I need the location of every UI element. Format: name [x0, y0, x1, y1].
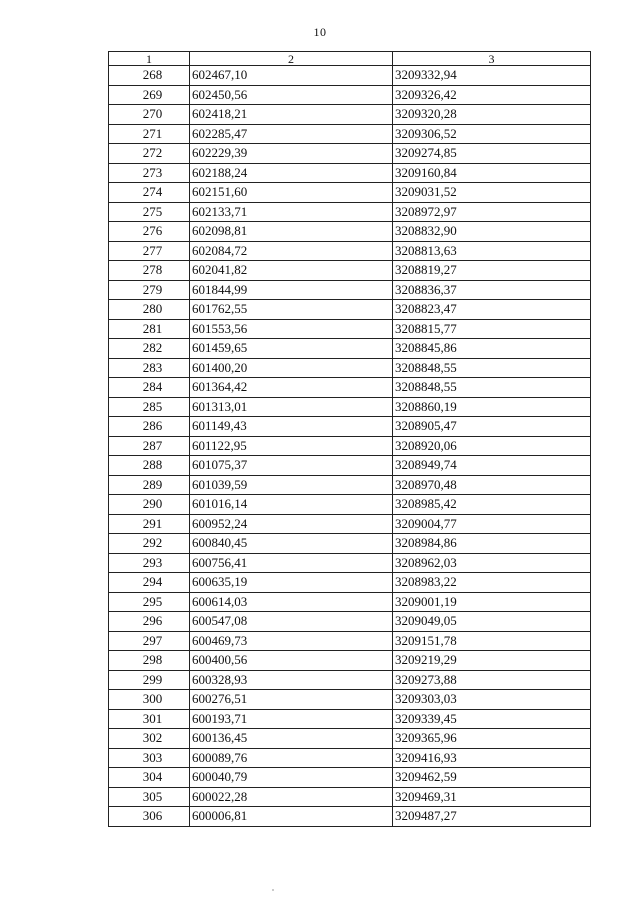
point-number-cell: 293: [109, 553, 190, 573]
y-coordinate-cell: 3209001,19: [393, 592, 591, 612]
table-row: [109, 768, 591, 788]
y-coordinate-cell: 3208813,63: [393, 241, 591, 261]
point-number-cell: 278: [109, 261, 190, 281]
table-row: [109, 124, 591, 144]
y-coordinate-cell: 3208985,42: [393, 495, 591, 515]
table-row: [109, 553, 591, 573]
x-coordinate-cell: 600469,73: [190, 631, 393, 651]
x-coordinate-cell: 601313,01: [190, 397, 393, 417]
point-number-cell: 271: [109, 124, 190, 144]
table-row: [109, 436, 591, 456]
x-coordinate-cell: 600635,19: [190, 573, 393, 593]
y-coordinate-cell: 3208819,27: [393, 261, 591, 281]
y-coordinate-cell: 3209049,05: [393, 612, 591, 632]
y-coordinate-cell: 3209416,93: [393, 748, 591, 768]
table-row: [109, 144, 591, 164]
y-coordinate-cell: 3209365,96: [393, 729, 591, 749]
x-coordinate-cell: 600756,41: [190, 553, 393, 573]
point-number-cell: 285: [109, 397, 190, 417]
x-coordinate-cell: 602084,72: [190, 241, 393, 261]
x-coordinate-cell: 600193,71: [190, 709, 393, 729]
point-number-cell: 301: [109, 709, 190, 729]
x-coordinate-cell: 602041,82: [190, 261, 393, 281]
y-coordinate-cell: 3208920,06: [393, 436, 591, 456]
table-row: [109, 534, 591, 554]
point-number-cell: 296: [109, 612, 190, 632]
y-coordinate-cell: 3208848,55: [393, 378, 591, 398]
table-row: [109, 66, 591, 86]
y-coordinate-cell: 3209326,42: [393, 85, 591, 105]
x-coordinate-cell: 602098,81: [190, 222, 393, 242]
table-row: [109, 573, 591, 593]
column-header-3: 3: [393, 52, 591, 66]
x-coordinate-cell: 602229,39: [190, 144, 393, 164]
coordinates-table: [108, 51, 591, 827]
table-row: [109, 280, 591, 300]
y-coordinate-cell: 3208815,77: [393, 319, 591, 339]
x-coordinate-cell: 600136,45: [190, 729, 393, 749]
x-coordinate-cell: 602467,10: [190, 66, 393, 86]
point-number-cell: 269: [109, 85, 190, 105]
point-number-cell: 273: [109, 163, 190, 183]
y-coordinate-cell: 3209339,45: [393, 709, 591, 729]
page-number: 10: [313, 25, 327, 39]
table-row: [109, 787, 591, 807]
point-number-cell: 275: [109, 202, 190, 222]
table-row: [109, 495, 591, 515]
table-row: [109, 85, 591, 105]
x-coordinate-cell: 601122,95: [190, 436, 393, 456]
point-number-cell: 291: [109, 514, 190, 534]
point-number-cell: 298: [109, 651, 190, 671]
y-coordinate-cell: 3208905,47: [393, 417, 591, 437]
table-row: [109, 339, 591, 359]
y-coordinate-cell: 3209320,28: [393, 105, 591, 125]
x-coordinate-cell: 601844,99: [190, 280, 393, 300]
point-number-cell: 303: [109, 748, 190, 768]
y-coordinate-cell: 3209306,52: [393, 124, 591, 144]
point-number-cell: 281: [109, 319, 190, 339]
table-row: [109, 807, 591, 827]
y-coordinate-cell: 3209273,88: [393, 670, 591, 690]
x-coordinate-cell: 601075,37: [190, 456, 393, 476]
point-number-cell: 277: [109, 241, 190, 261]
point-number-cell: 294: [109, 573, 190, 593]
point-number-cell: 284: [109, 378, 190, 398]
column-header-1: 1: [109, 52, 190, 66]
table-row: [109, 105, 591, 125]
x-coordinate-cell: 600006,81: [190, 807, 393, 827]
table-row: [109, 378, 591, 398]
table-row: [109, 261, 591, 281]
table-row: [109, 709, 591, 729]
x-coordinate-cell: 601400,20: [190, 358, 393, 378]
y-coordinate-cell: 3209332,94: [393, 66, 591, 86]
x-coordinate-cell: 601039,59: [190, 475, 393, 495]
x-coordinate-cell: 600040,79: [190, 768, 393, 788]
table-row: [109, 241, 591, 261]
point-number-cell: 299: [109, 670, 190, 690]
table-row: [109, 163, 591, 183]
point-number-cell: 286: [109, 417, 190, 437]
table-row: [109, 612, 591, 632]
y-coordinate-cell: 3209487,27: [393, 807, 591, 827]
point-number-cell: 276: [109, 222, 190, 242]
y-coordinate-cell: 3209219,29: [393, 651, 591, 671]
point-number-cell: 302: [109, 729, 190, 749]
y-coordinate-cell: 3208845,86: [393, 339, 591, 359]
point-number-cell: 283: [109, 358, 190, 378]
y-coordinate-cell: 3208823,47: [393, 300, 591, 320]
table-row: [109, 748, 591, 768]
x-coordinate-cell: 600840,45: [190, 534, 393, 554]
table-row: [109, 631, 591, 651]
y-coordinate-cell: 3208848,55: [393, 358, 591, 378]
y-coordinate-cell: 3209160,84: [393, 163, 591, 183]
table-row: [109, 222, 591, 242]
table-row: [109, 690, 591, 710]
table-row: [109, 651, 591, 671]
table-row: [109, 397, 591, 417]
point-number-cell: 274: [109, 183, 190, 203]
point-number-cell: 282: [109, 339, 190, 359]
x-coordinate-cell: 600952,24: [190, 514, 393, 534]
y-coordinate-cell: 3209151,78: [393, 631, 591, 651]
table-body: [109, 66, 591, 827]
point-number-cell: 288: [109, 456, 190, 476]
point-number-cell: 270: [109, 105, 190, 125]
header-row: [109, 52, 591, 66]
y-coordinate-cell: 3208949,74: [393, 456, 591, 476]
y-coordinate-cell: 3209469,31: [393, 787, 591, 807]
x-coordinate-cell: 601459,65: [190, 339, 393, 359]
y-coordinate-cell: 3208972,97: [393, 202, 591, 222]
table-row: [109, 514, 591, 534]
y-coordinate-cell: 3209462,59: [393, 768, 591, 788]
x-coordinate-cell: 601762,55: [190, 300, 393, 320]
y-coordinate-cell: 3208860,19: [393, 397, 591, 417]
table-row: [109, 202, 591, 222]
y-coordinate-cell: 3208836,37: [393, 280, 591, 300]
x-coordinate-cell: 602418,21: [190, 105, 393, 125]
x-coordinate-cell: 600614,03: [190, 592, 393, 612]
y-coordinate-cell: 3209004,77: [393, 514, 591, 534]
table-row: [109, 475, 591, 495]
point-number-cell: 272: [109, 144, 190, 164]
x-coordinate-cell: 601553,56: [190, 319, 393, 339]
point-number-cell: 295: [109, 592, 190, 612]
x-coordinate-cell: 600328,93: [190, 670, 393, 690]
point-number-cell: 300: [109, 690, 190, 710]
y-coordinate-cell: 3209031,52: [393, 183, 591, 203]
x-coordinate-cell: 601016,14: [190, 495, 393, 515]
point-number-cell: 287: [109, 436, 190, 456]
x-coordinate-cell: 601364,42: [190, 378, 393, 398]
table-row: [109, 319, 591, 339]
y-coordinate-cell: 3208984,86: [393, 534, 591, 554]
x-coordinate-cell: 602188,24: [190, 163, 393, 183]
point-number-cell: 306: [109, 807, 190, 827]
x-coordinate-cell: 602133,71: [190, 202, 393, 222]
x-coordinate-cell: 602285,47: [190, 124, 393, 144]
point-number-cell: 268: [109, 66, 190, 86]
point-number-cell: 290: [109, 495, 190, 515]
table-row: [109, 456, 591, 476]
point-number-cell: 292: [109, 534, 190, 554]
table-row: [109, 729, 591, 749]
y-coordinate-cell: 3208983,22: [393, 573, 591, 593]
y-coordinate-cell: 3208970,48: [393, 475, 591, 495]
point-number-cell: 280: [109, 300, 190, 320]
x-coordinate-cell: 600089,76: [190, 748, 393, 768]
table-row: [109, 183, 591, 203]
y-coordinate-cell: 3208962,03: [393, 553, 591, 573]
point-number-cell: 289: [109, 475, 190, 495]
y-coordinate-cell: 3209303,03: [393, 690, 591, 710]
scan-artifact-dot: [272, 889, 274, 891]
x-coordinate-cell: 602151,60: [190, 183, 393, 203]
point-number-cell: 279: [109, 280, 190, 300]
column-header-2: 2: [190, 52, 393, 66]
x-coordinate-cell: 601149,43: [190, 417, 393, 437]
table-row: [109, 300, 591, 320]
table-row: [109, 670, 591, 690]
x-coordinate-cell: 600022,28: [190, 787, 393, 807]
y-coordinate-cell: 3208832,90: [393, 222, 591, 242]
x-coordinate-cell: 600400,56: [190, 651, 393, 671]
y-coordinate-cell: 3209274,85: [393, 144, 591, 164]
table-row: [109, 417, 591, 437]
x-coordinate-cell: 602450,56: [190, 85, 393, 105]
table-row: [109, 592, 591, 612]
x-coordinate-cell: 600547,08: [190, 612, 393, 632]
x-coordinate-cell: 600276,51: [190, 690, 393, 710]
point-number-cell: 304: [109, 768, 190, 788]
point-number-cell: 297: [109, 631, 190, 651]
table-row: [109, 358, 591, 378]
table-header: [109, 52, 591, 66]
point-number-cell: 305: [109, 787, 190, 807]
